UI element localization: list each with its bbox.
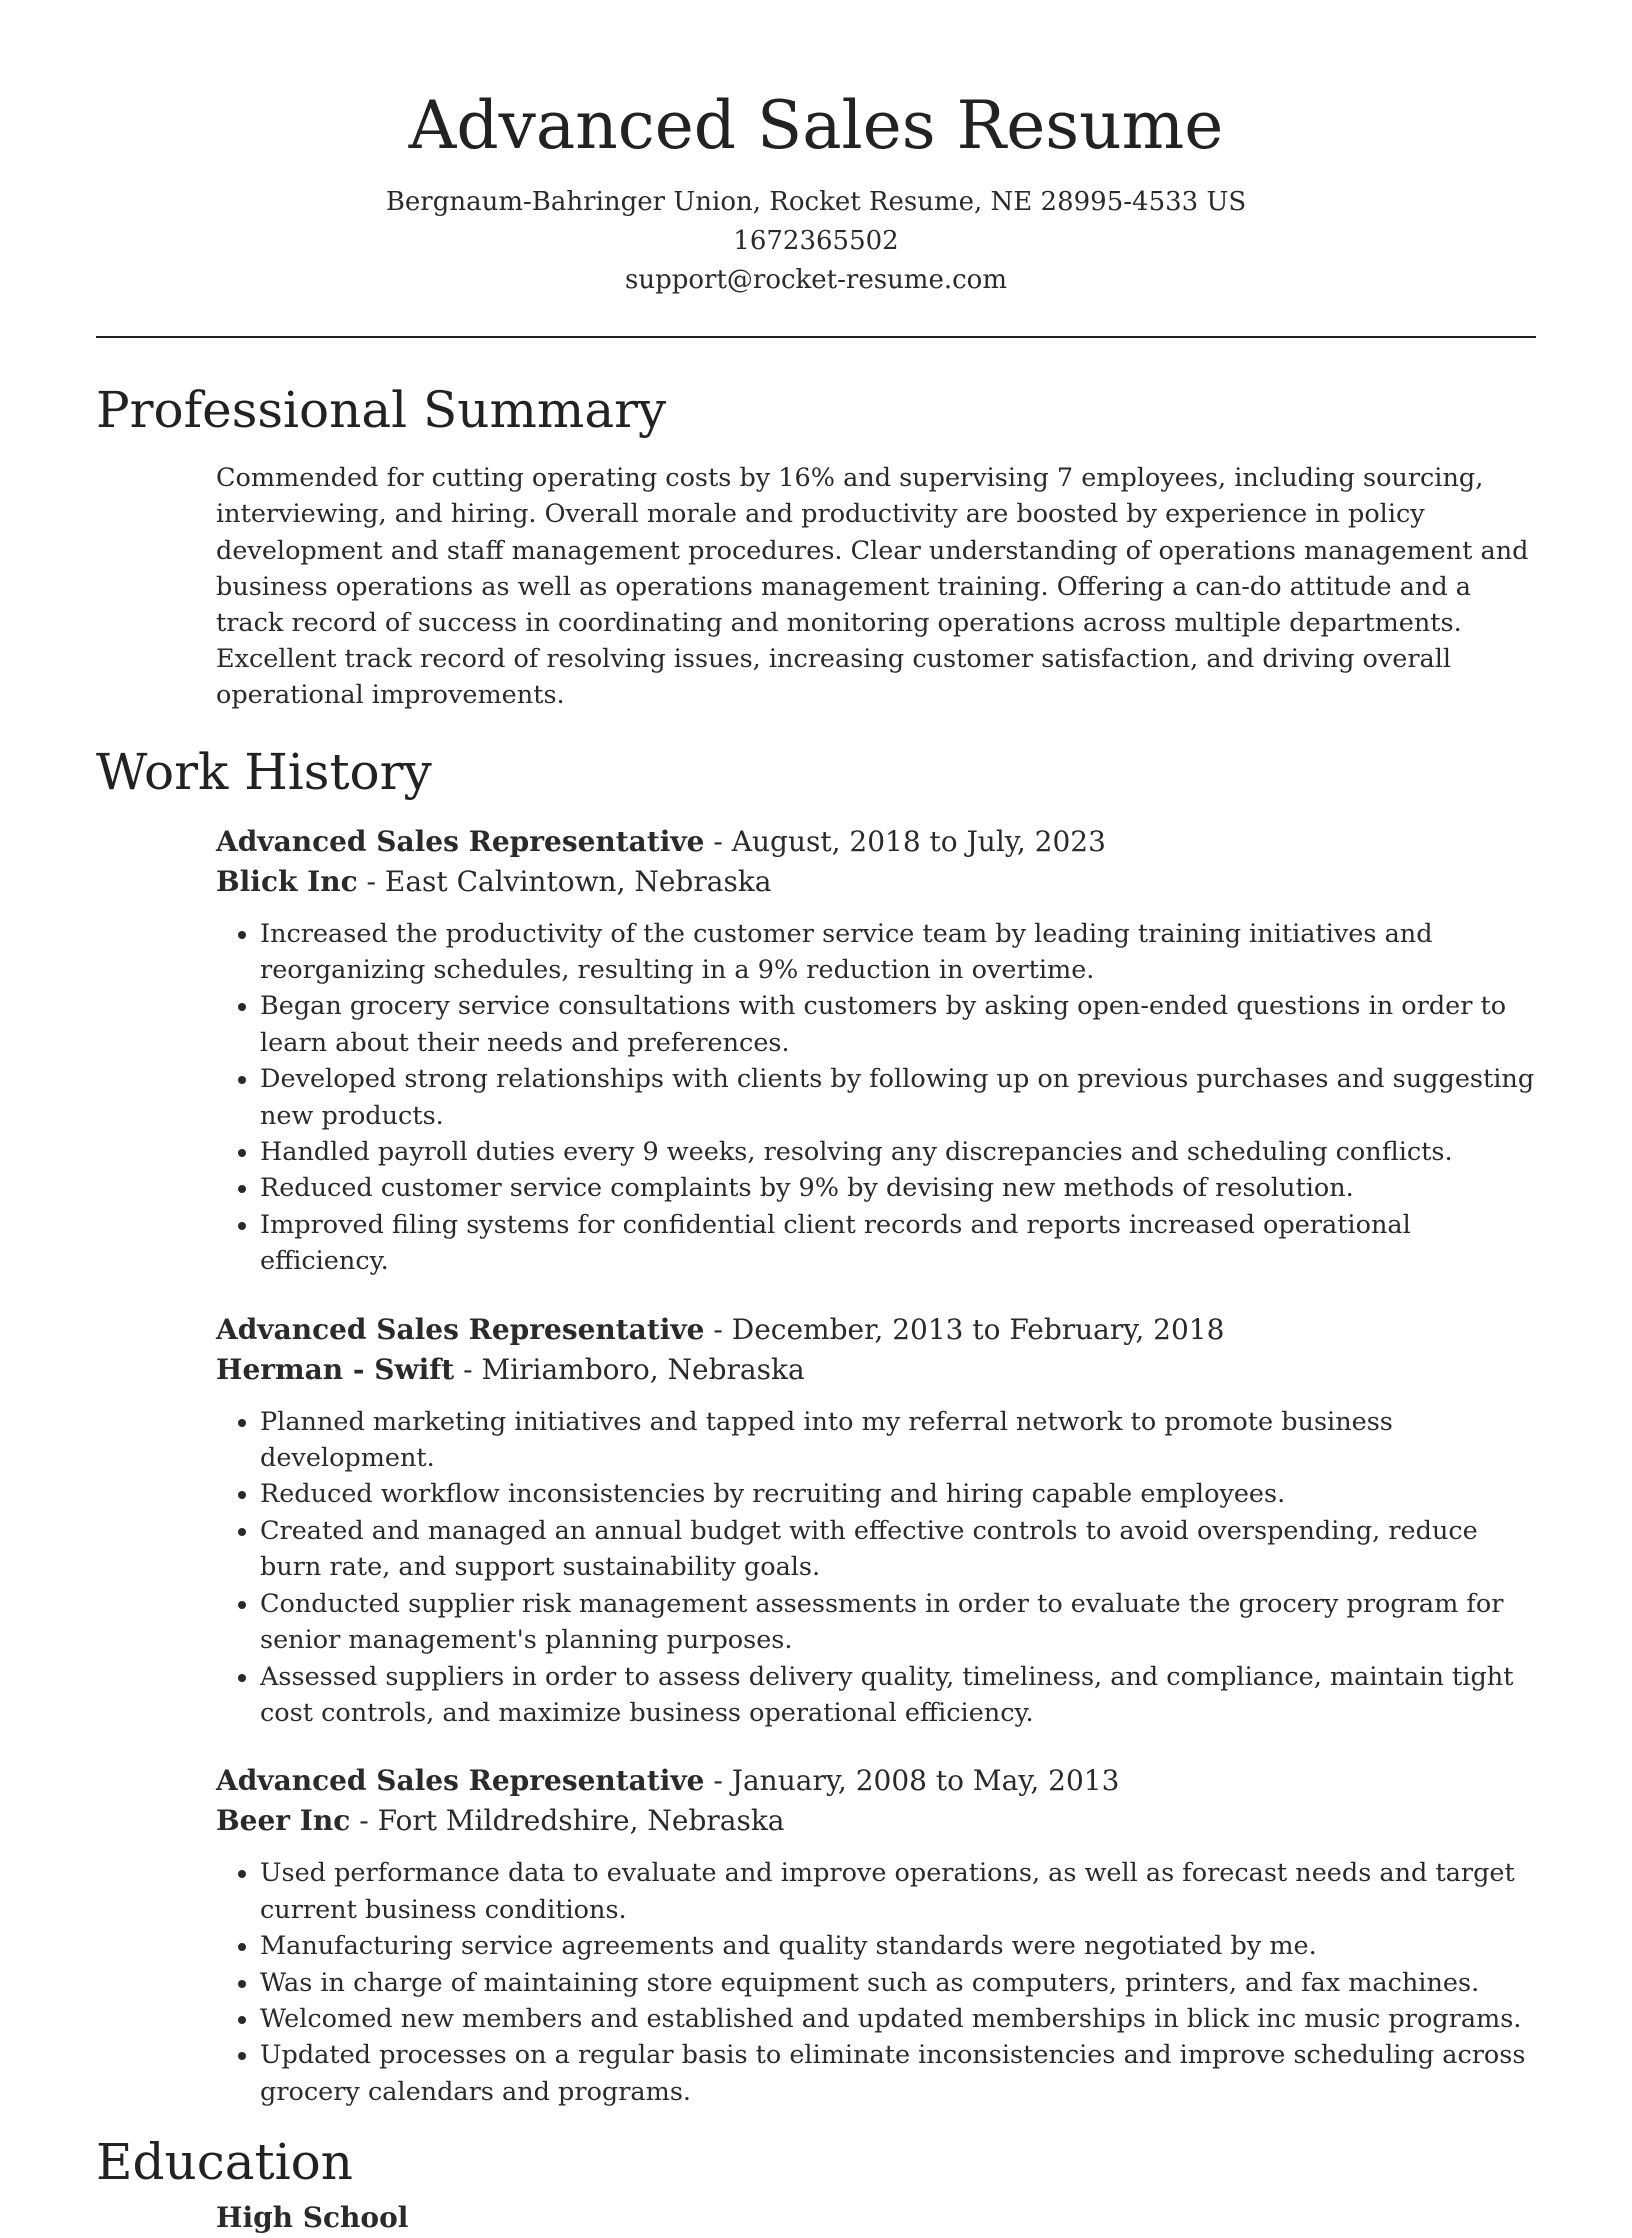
work-history-heading: Work History: [96, 742, 432, 801]
job-bullet: • Improved filing systems for confidential client records and reports increased operational efficiency.: [260, 1207, 1536, 1280]
summary-heading: Professional Summary: [96, 381, 667, 440]
contact-address: Bergnaum-Bahringer Union, Rocket Resume, NE 28995-4533 US: [385, 187, 1247, 218]
job-bullet: • Welcomed new members and established and updated memberships in blick inc music programs.: [260, 2001, 1536, 2037]
job-bullet: • Manufacturing service agreements and quality standards were negotiated by me.: [260, 1928, 1536, 1964]
job-bullet: • Reduced customer service complaints by 9% by devising new methods of resolution.: [260, 1170, 1536, 1206]
job-bullets: [216, 1404, 1536, 1732]
job-bullet: • Used performance data to evaluate and improve operations, as well as forecast needs and target current business conditions.: [260, 1855, 1536, 1928]
job-company: Blick Inc: [216, 864, 358, 898]
job-separator: -: [366, 864, 385, 898]
job-bullet: • Conducted supplier risk management assessments in order to evaluate the grocery program for senior management's planning purposes.: [260, 1586, 1536, 1659]
summary-text: Commended for cutting operating costs by 16% and supervising 7 employees, including sourcing, interviewing, and hiring. Overall morale and productivity are boosted by experience in policy development and staff management procedures. Clear understanding of operations management and business operations as well as operations management training. Offering a can-do attitude and a track record of success in coordinating and monitoring operations across multiple departments. Excellent track record of resolving issues, increasing customer satisfaction, and driving overall operational improvements.: [216, 463, 1529, 711]
resume-header: [0, 0, 1632, 300]
job-bullet: • Planned marketing initiatives and tapped into my referral network to promote business development.: [260, 1404, 1536, 1477]
job-bullet: • Created and managed an annual budget with effective controls to avoid overspending, reduce burn rate, and support sustainability goals.: [260, 1513, 1536, 1586]
job-separator: -: [463, 1352, 482, 1386]
job-bullet: • Handled payroll duties every 9 weeks, resolving any discrepancies and scheduling conflicts.: [260, 1134, 1536, 1170]
job-company-line: [216, 862, 1536, 902]
job-bullet: • Updated processes on a regular basis to eliminate inconsistencies and improve scheduling across grocery calendars and programs.: [260, 2037, 1536, 2110]
job-bullet: • Began grocery service consultations with customers by asking open-ended questions in order to learn about their needs and preferences.: [260, 988, 1536, 1061]
job-title: Advanced Sales Representative: [216, 1764, 705, 1798]
contact-phone: 1672365502: [733, 226, 899, 257]
job-bullet: • Developed strong relationships with clients by following up on previous purchases and suggesting new products.: [260, 1061, 1536, 1134]
job-bullets: [216, 916, 1536, 1280]
job-entry: [216, 822, 1536, 1280]
job-bullet: • Increased the productivity of the customer service team by leading training initiatives and reorganizing schedules, resulting in a 9% reduction in overtime.: [260, 916, 1536, 989]
job-bullet: • Was in charge of maintaining store equipment such as computers, printers, and fax machines.: [260, 1965, 1536, 2001]
job-separator: -: [713, 1312, 732, 1346]
contact-email: support@rocket-resume.com: [624, 265, 1007, 296]
job-dates: August, 2018 to July, 2023: [731, 824, 1106, 858]
job-separator: -: [713, 1764, 732, 1798]
job-entry: [216, 1761, 1536, 2110]
resume-title: Advanced Sales Resume: [408, 87, 1224, 164]
contact-block: [0, 183, 1632, 300]
job-title-line: [216, 1761, 1536, 1801]
job-title-line: [216, 1310, 1536, 1350]
job-dates: December, 2013 to February, 2018: [731, 1312, 1225, 1346]
job-bullet: • Reduced workflow inconsistencies by recruiting and hiring capable employees.: [260, 1476, 1536, 1512]
job-separator: -: [359, 1804, 378, 1838]
job-company: Herman - Swift: [216, 1352, 455, 1386]
job-location: East Calvintown, Nebraska: [384, 864, 772, 898]
education-entry-partial: High School: [216, 2201, 409, 2235]
job-dates: January, 2008 to May, 2013: [731, 1764, 1120, 1798]
job-company: Beer Inc: [216, 1804, 351, 1838]
job-entry: [216, 1310, 1536, 1732]
education-heading: Education: [96, 2133, 353, 2192]
job-location: Fort Mildredshire, Nebraska: [377, 1804, 785, 1838]
job-bullet: • Assessed suppliers in order to assess delivery quality, timeliness, and compliance, maintain tight cost controls, and maximize business operational efficiency.: [260, 1659, 1536, 1732]
header-divider: [96, 336, 1536, 338]
job-company-line: [216, 1350, 1536, 1390]
job-bullets: [216, 1855, 1536, 2110]
job-location: Miriamboro, Nebraska: [481, 1352, 805, 1386]
job-title: Advanced Sales Representative: [216, 1312, 705, 1346]
job-title: Advanced Sales Representative: [216, 824, 705, 858]
job-company-line: [216, 1801, 1536, 1841]
job-separator: -: [713, 824, 732, 858]
job-title-line: [216, 822, 1536, 862]
